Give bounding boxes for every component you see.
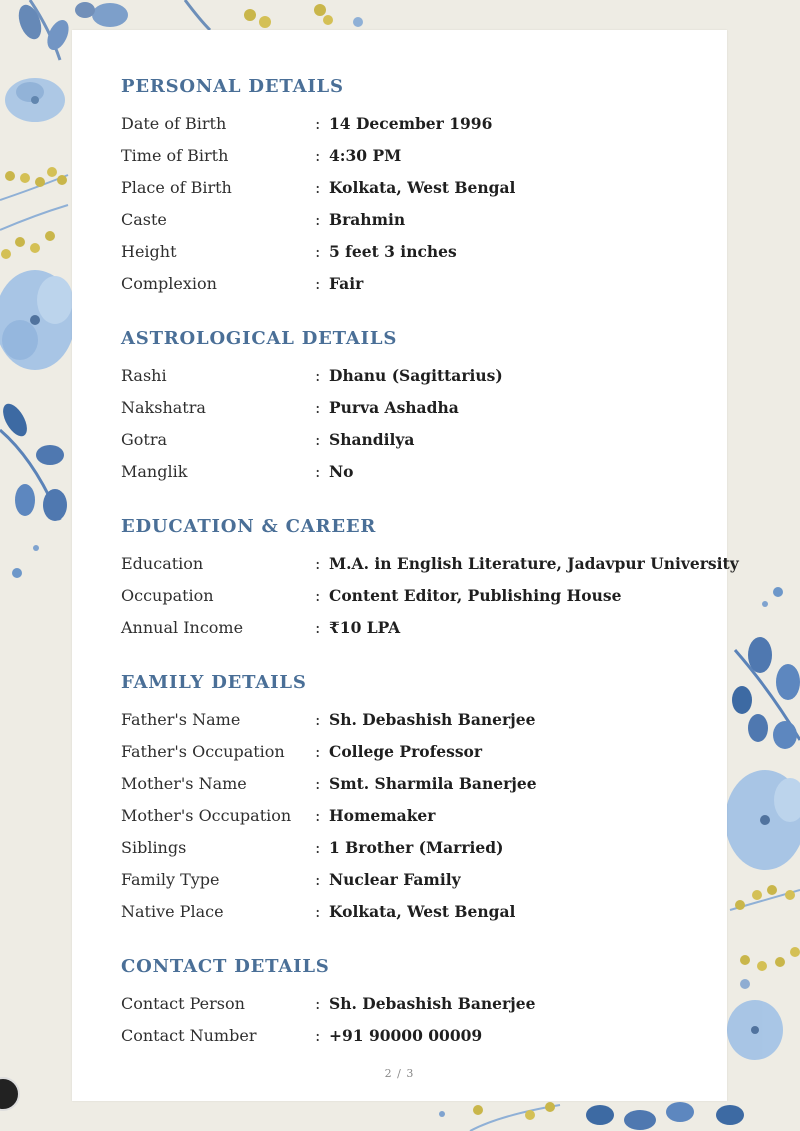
watercolor-floral-icon — [727, 979, 783, 1060]
detail-row — [121, 108, 721, 140]
detail-row — [121, 580, 721, 612]
row-value: College Professor — [329, 742, 483, 761]
watercolor-floral-icon — [0, 270, 75, 370]
row-label: Rashi — [121, 366, 167, 385]
row-label: Native Place — [121, 902, 224, 921]
detail-row — [121, 236, 721, 268]
detail-row — [121, 800, 721, 832]
row-separator: : — [315, 902, 321, 921]
row-separator: : — [315, 366, 321, 385]
section-title: CONTACT DETAILS — [121, 956, 330, 977]
row-label: Contact Number — [121, 1026, 257, 1045]
detail-row — [121, 864, 721, 896]
row-label: Place of Birth — [121, 178, 232, 197]
row-value: Brahmin — [329, 210, 406, 229]
detail-row — [121, 548, 739, 580]
detail-row — [121, 140, 721, 172]
row-label: Caste — [121, 210, 167, 229]
detail-row — [121, 736, 721, 768]
detail-row — [121, 172, 721, 204]
row-separator: : — [315, 430, 321, 449]
row-label: Siblings — [121, 838, 187, 857]
row-value: Content Editor, Publishing House — [329, 586, 622, 605]
row-separator: : — [315, 554, 321, 573]
detail-row — [121, 268, 721, 300]
detail-row — [121, 896, 721, 928]
row-value: Purva Ashadha — [329, 398, 459, 417]
detail-row — [121, 768, 721, 800]
section-contact-details — [121, 955, 721, 1052]
berry-sprig-icon — [185, 0, 363, 30]
section-title: FAMILY DETAILS — [121, 672, 307, 693]
row-label: Mother's Name — [121, 774, 247, 793]
section-title: ASTROLOGICAL DETAILS — [121, 328, 398, 349]
row-label: Nakshatra — [121, 398, 206, 417]
row-label: Date of Birth — [121, 114, 227, 133]
row-value: Shandilya — [329, 430, 415, 449]
document-page — [72, 30, 739, 1101]
row-separator: : — [315, 398, 321, 417]
row-separator: : — [315, 178, 321, 197]
row-value: Nuclear Family — [329, 870, 461, 889]
detail-row — [121, 832, 721, 864]
row-separator: : — [315, 870, 321, 889]
row-label: Gotra — [121, 430, 168, 449]
row-value: 1 Brother (Married) — [329, 838, 504, 857]
row-label: Contact Person — [121, 994, 245, 1013]
detail-row — [121, 988, 721, 1020]
row-separator: : — [315, 462, 321, 481]
row-label: Complexion — [121, 274, 217, 293]
row-label: Education — [121, 554, 204, 573]
row-value: 5 feet 3 inches — [329, 242, 457, 261]
detail-row — [121, 1020, 721, 1052]
leaf-branch-icon — [439, 1102, 744, 1131]
row-separator: : — [315, 146, 321, 165]
row-value: Smt. Sharmila Banerjee — [329, 774, 537, 793]
row-separator: : — [315, 210, 321, 229]
row-separator: : — [315, 806, 321, 825]
row-label: Manglik — [121, 462, 188, 481]
row-label: Occupation — [121, 586, 214, 605]
detail-row — [121, 456, 721, 488]
row-value: Sh. Debashish Banerjee — [329, 994, 536, 1013]
row-value: Kolkata, West Bengal — [329, 902, 516, 921]
row-value: Fair — [329, 274, 364, 293]
row-label: Family Type — [121, 870, 220, 889]
row-separator: : — [315, 994, 321, 1013]
detail-row — [121, 204, 721, 236]
row-value: Kolkata, West Bengal — [329, 178, 516, 197]
row-separator: : — [315, 1026, 321, 1045]
row-value: No — [329, 462, 354, 481]
section-title: PERSONAL DETAILS — [121, 76, 344, 97]
row-separator: : — [315, 586, 321, 605]
row-label: Father's Occupation — [121, 742, 285, 761]
row-value: 4:30 PM — [329, 146, 402, 165]
row-label: Height — [121, 242, 177, 261]
leaf-branch-icon — [0, 400, 67, 578]
berry-sprig-icon — [0, 167, 68, 259]
section-family-details — [121, 671, 721, 928]
section-title: EDUCATION & CAREER — [121, 516, 377, 537]
row-label: Father's Name — [121, 710, 241, 729]
row-label: Annual Income — [121, 618, 244, 637]
row-value: Homemaker — [329, 806, 436, 825]
detail-row — [121, 424, 721, 456]
row-value: +91 90000 00009 — [329, 1026, 483, 1045]
row-value: Dhanu (Sagittarius) — [329, 366, 503, 385]
detail-row — [121, 704, 721, 736]
row-separator: : — [315, 618, 321, 637]
row-label: Time of Birth — [121, 146, 229, 165]
detail-row — [121, 392, 721, 424]
page-indicator: 2 / 3 — [384, 1067, 415, 1080]
watercolor-floral-icon — [5, 78, 65, 122]
row-separator: : — [315, 114, 321, 133]
section-personal-details — [121, 75, 721, 300]
row-separator: : — [315, 710, 321, 729]
row-value: Sh. Debashish Banerjee — [329, 710, 536, 729]
section-education-career — [121, 515, 739, 644]
detail-row — [121, 360, 721, 392]
row-value: 14 December 1996 — [329, 114, 493, 133]
row-separator: : — [315, 742, 321, 761]
berry-sprig-icon — [730, 885, 800, 971]
row-value: M.A. in English Literature, Jadavpur University — [329, 554, 739, 573]
row-separator: : — [315, 242, 321, 261]
row-separator: : — [315, 838, 321, 857]
row-separator: : — [315, 774, 321, 793]
detail-row — [121, 612, 721, 644]
leaf-branch-icon — [732, 587, 800, 749]
watercolor-floral-icon — [725, 770, 800, 870]
section-astrological-details — [121, 327, 721, 488]
row-label: Mother's Occupation — [121, 806, 292, 825]
row-value: ₹10 LPA — [329, 618, 401, 637]
row-separator: : — [315, 274, 321, 293]
